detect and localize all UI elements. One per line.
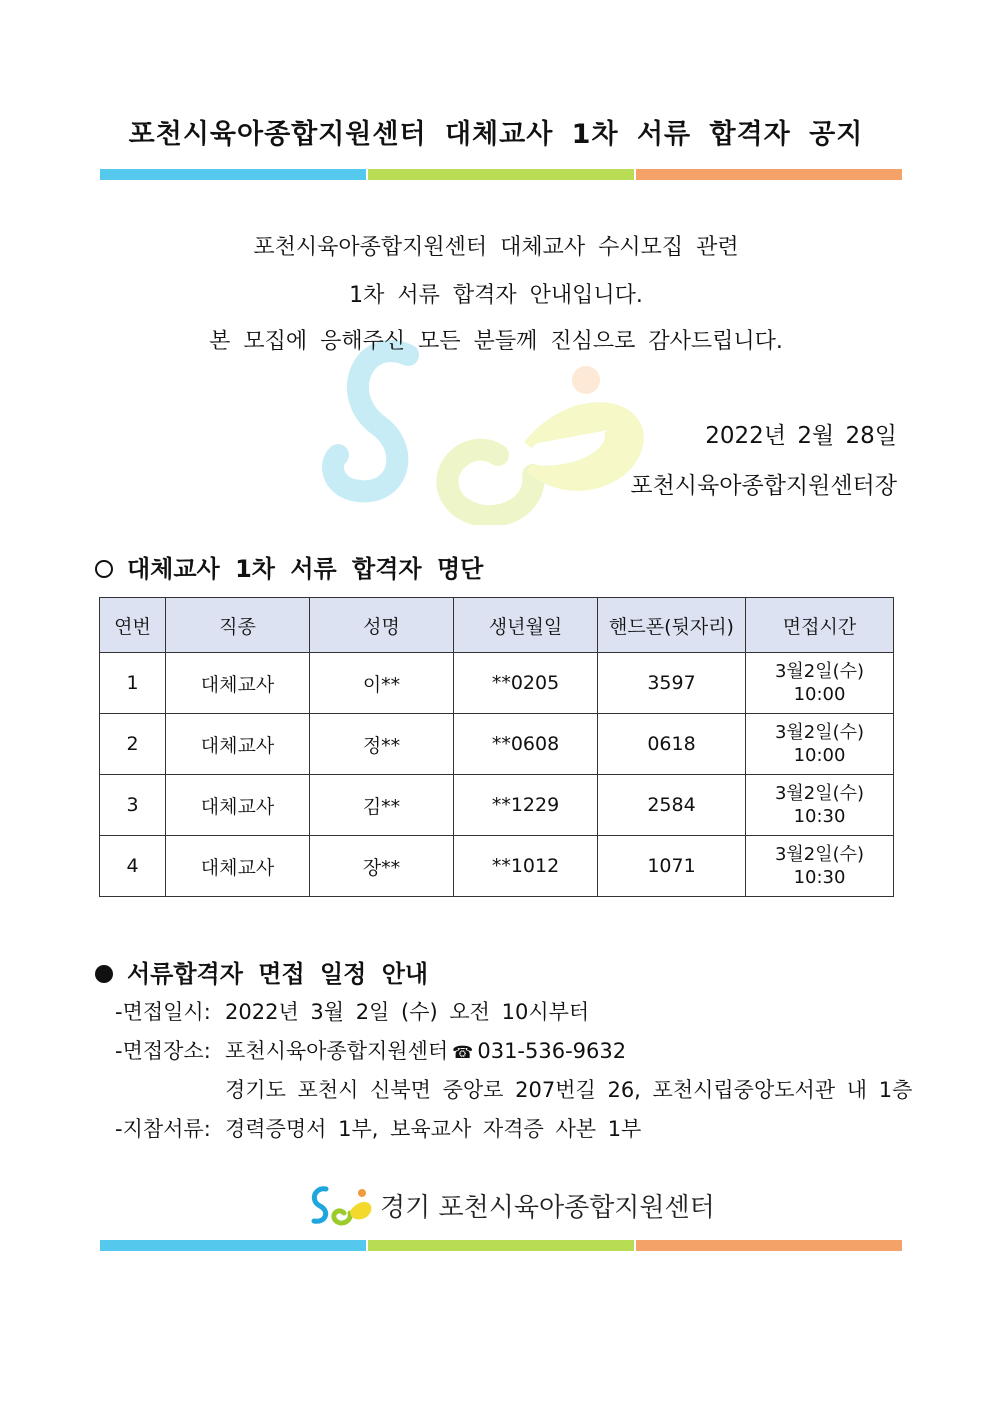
interview-phone-value: 031-536-9632 <box>477 1039 627 1063</box>
interview-time: 10:30 <box>793 806 846 827</box>
header-interview-time: 면접시간 <box>746 598 894 653</box>
table-row <box>100 836 894 897</box>
interview-date: 3월2일(수) <box>774 844 865 865</box>
cell-interview <box>746 836 894 897</box>
cell-name: 정** <box>310 714 454 775</box>
cell-phone: 1071 <box>598 836 746 897</box>
color-bar-top <box>100 169 902 180</box>
footer-logo <box>308 1183 715 1227</box>
color-bar-orange <box>636 169 902 180</box>
required-docs-value: 경력증명서 1부, 보육교사 자격증 사본 1부 <box>225 1117 642 1141</box>
table-header-row <box>100 598 894 653</box>
cell-no: 3 <box>100 775 166 836</box>
cell-no: 4 <box>100 836 166 897</box>
interview-time: 10:30 <box>793 867 846 888</box>
color-bar-bottom <box>100 1240 902 1251</box>
cell-job: 대체교사 <box>166 836 310 897</box>
cell-name: 김** <box>310 775 454 836</box>
interview-address: 경기도 포천시 신북면 중앙로 207번길 26, 포천시립중앙도서관 내 1층 <box>225 1078 913 1102</box>
color-bar-blue <box>100 1240 366 1251</box>
cell-birth: **0205 <box>454 653 598 714</box>
interview-date-row <box>115 996 589 1026</box>
cell-job: 대체교사 <box>166 714 310 775</box>
cell-job: 대체교사 <box>166 653 310 714</box>
intro-line-3: 본 모집에 응해주신 모든 분들께 진심으로 감사드립니다. <box>209 329 783 354</box>
interview-date: 3월2일(수) <box>774 783 865 804</box>
color-bar-green <box>368 169 634 180</box>
roster-table <box>99 597 894 897</box>
required-docs-label: -지참서류: <box>115 1117 211 1141</box>
header-phone: 핸드폰(뒷자리) <box>598 598 746 653</box>
cell-birth: **1229 <box>454 775 598 836</box>
interview-time: 10:00 <box>793 745 846 766</box>
open-circle-icon <box>95 560 113 578</box>
interview-place-value: 포천시육아종합지원센터 <box>225 1039 449 1063</box>
interview-date-label: -면접일시: <box>115 1000 211 1024</box>
interview-date: 3월2일(수) <box>774 722 865 743</box>
cell-birth: **0608 <box>454 714 598 775</box>
color-bar-orange <box>636 1240 902 1251</box>
cell-name: 이** <box>310 653 454 714</box>
interview-date: 3월2일(수) <box>774 661 865 682</box>
cell-phone: 2584 <box>598 775 746 836</box>
cell-job: 대체교사 <box>166 775 310 836</box>
phone-icon: ☎ <box>452 1043 474 1063</box>
header-no: 연번 <box>100 598 166 653</box>
header-name: 성명 <box>310 598 454 653</box>
section-interview-title: 서류합격자 면접 일정 안내 <box>127 960 429 988</box>
interview-address-row <box>115 1074 912 1104</box>
cell-interview <box>746 714 894 775</box>
org-logo-icon <box>308 1183 376 1227</box>
cell-no: 2 <box>100 714 166 775</box>
header-birth: 생년월일 <box>454 598 598 653</box>
section-roster-heading <box>95 549 483 584</box>
table-row <box>100 714 894 775</box>
interview-time: 10:00 <box>793 684 846 705</box>
color-bar-green <box>368 1240 634 1251</box>
cell-name: 장** <box>310 836 454 897</box>
intro-line-1: 포천시육아종합지원센터 대체교사 수시모집 관련 <box>253 235 739 260</box>
required-docs-row <box>115 1113 641 1143</box>
footer-org-name: 경기 포천시육아종합지원센터 <box>380 1192 715 1223</box>
page-title: 포천시육아종합지원센터 대체교사 1차 서류 합격자 공지 <box>128 119 864 150</box>
cell-phone: 0618 <box>598 714 746 775</box>
cell-phone: 3597 <box>598 653 746 714</box>
filled-circle-icon <box>95 965 113 983</box>
cell-birth: **1012 <box>454 836 598 897</box>
intro-line-2: 1차 서류 합격자 안내입니다. <box>349 283 643 308</box>
color-bar-blue <box>100 169 366 180</box>
table-row <box>100 653 894 714</box>
section-roster-title: 대체교사 1차 서류 합격자 명단 <box>127 555 484 583</box>
notice-date: 2022년 2월 28일 <box>705 423 897 449</box>
cell-interview <box>746 775 894 836</box>
header-job: 직종 <box>166 598 310 653</box>
table-row <box>100 775 894 836</box>
section-interview-heading <box>95 954 428 989</box>
cell-no: 1 <box>100 653 166 714</box>
interview-date-value: 2022년 3월 2일 (수) 오전 10시부터 <box>225 1000 590 1024</box>
interview-place-label: -면접장소: <box>115 1039 211 1063</box>
issuer: 포천시육아종합지원센터장 <box>630 473 897 499</box>
cell-interview <box>746 653 894 714</box>
interview-place-row <box>115 1035 626 1065</box>
